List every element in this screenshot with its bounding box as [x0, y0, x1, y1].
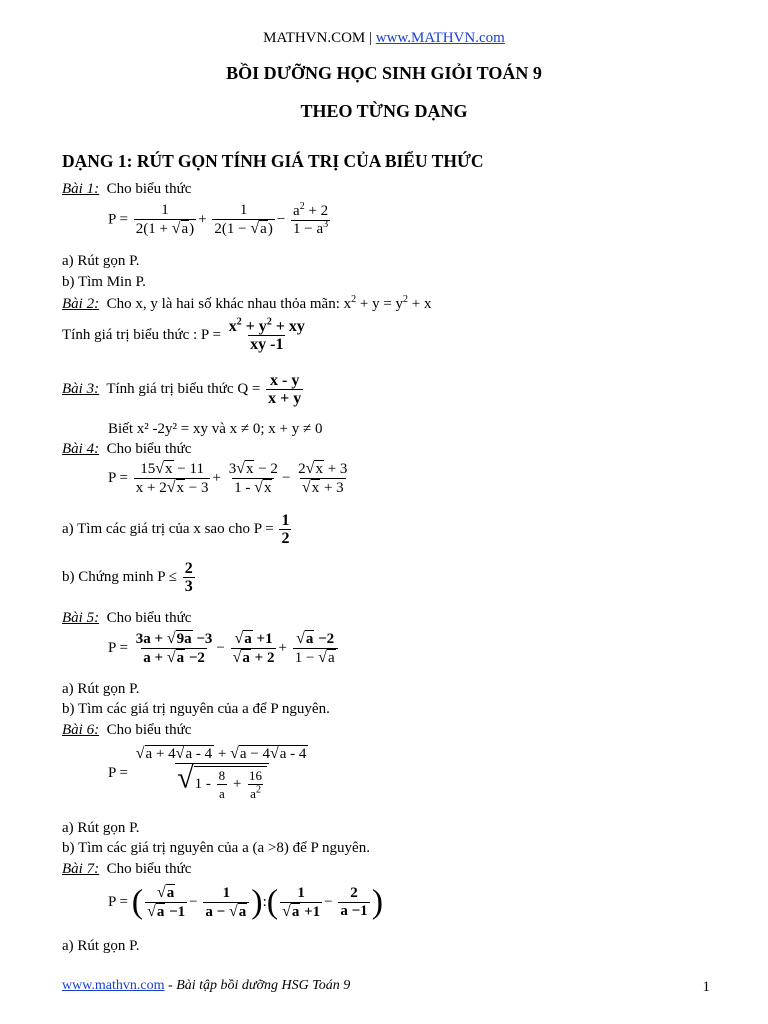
- problem-3-label: Bài 3:: [62, 380, 100, 397]
- problem-2-intro: Cho x, y là hai số khác nhau thỏa mãn:: [106, 296, 340, 312]
- problem-4-part-a-text: a) Tìm các giá trị của x sao cho P =: [62, 520, 274, 537]
- problem-4-part-b-text: b) Chứng minh P ≤: [62, 568, 177, 585]
- problem-5-part-b: b) Tìm các giá trị nguyên của a để P nguyên.: [62, 701, 330, 717]
- section-title: DẠNG 1: RÚT GỌN TÍNH GIÁ TRỊ CỦA BIỂU THỨC: [62, 151, 484, 171]
- problem-1-intro: Cho biểu thức: [106, 181, 192, 197]
- problem-7-header: [62, 860, 191, 878]
- problem-1-formula: P = $\frac{1}{2(1 + √a)}$ + $\frac{1}{2(1 - √a)}$ − $\frac{a^2 + 2}{1 - a^3}$: [108, 200, 329, 237]
- problem-4-intro: Cho biểu thức: [106, 441, 192, 457]
- problem-5-header: [62, 609, 191, 627]
- footer-text: - Bài tập bồi dưỡng HSG Toán 9: [164, 978, 351, 993]
- site-header: [0, 29, 768, 47]
- footer-link[interactable]: www.mathvn.com: [62, 978, 165, 993]
- problem-4-label: Bài 4:: [62, 441, 100, 457]
- problem-2-eval: Tính giá trị biểu thức : P = $\frac{x^2 + y^2 + xy}{xy -1}$: [62, 316, 305, 353]
- problem-2-label: Bài 2:: [62, 296, 100, 312]
- problem-6-formula: P = √a + 4√a - 4 + √a − 4√a - 4 √1 - $\frac{8}{a}$ + $\frac{16}{a^2}$: [108, 745, 307, 801]
- problem-1-part-b: b) Tìm Min P.: [62, 274, 146, 290]
- problem-1-part-a: a) Rút gọn P.: [62, 253, 140, 269]
- problem-7-intro: Cho biểu thức: [106, 861, 192, 877]
- page-number: 1: [702, 979, 710, 995]
- problem-3-condition: Biết x² -2y² = xy và x ≠ 0; x + y ≠ 0: [108, 421, 323, 437]
- doc-subtitle: THEO TỪNG DẠNG: [300, 101, 468, 121]
- problem-6-part-a: a) Rút gọn P.: [62, 820, 140, 836]
- doc-title: BỒI DƯỠNG HỌC SINH GIỎI TOÁN 9: [226, 63, 542, 83]
- problem-1-label: Bài 1:: [62, 181, 100, 197]
- problem-7-formula: P = ( $\frac{√a}{√a -1}$ − $\frac{1}{a - √a}$ ):( $\frac{1}{√a +1}$ − $\frac{2}{a -1}$ ): [108, 883, 384, 921]
- problem-6-part-b: b) Tìm các giá trị nguyên của a (a >8) để P nguyên.: [62, 840, 370, 856]
- problem-1-header: [62, 180, 191, 198]
- problem-4-formula: P = $\frac{15√x - 11}{x + 2√x - 3}$ + $\frac{3√x - 2}{1 - √x}$ − $\frac{2√x + 3}{√x + 3}$: [108, 460, 348, 496]
- problem-7-label: Bài 7:: [62, 861, 100, 877]
- problem-5-intro: Cho biểu thức: [106, 610, 192, 626]
- problem-3-intro: Tính giá trị biểu thức Q =: [106, 380, 261, 397]
- problem-4-part-a: a) Tìm các giá trị của x sao cho P = $\frac{1}{2}$: [62, 512, 290, 547]
- site-name: MATHVN.COM |: [263, 30, 376, 46]
- problem-5-part-a: a) Rút gọn P.: [62, 681, 140, 697]
- problem-6-label: Bài 6:: [62, 722, 100, 738]
- problem-4-part-b: b) Chứng minh P ≤ $\frac{2}{3}$: [62, 560, 193, 595]
- problem-2-header: Bài 2: Cho x, y là hai số khác nhau thỏa mãn: $x^2 + y = y^2 + x$: [62, 294, 432, 312]
- site-link[interactable]: www.MATHVN.com: [375, 30, 505, 46]
- problem-6-header: [62, 721, 191, 739]
- problem-2-eval-label: Tính giá trị biểu thức : P =: [62, 326, 221, 343]
- problem-5-formula: P = $\frac{3a + √9a -3}{a + √a -2}$ − $\frac{√a +1}{√a + 2}$ + $\frac{√a -2}{1 - √a}$: [108, 630, 340, 667]
- problem-5-label: Bài 5:: [62, 610, 100, 626]
- problem-4-header: [62, 440, 191, 458]
- problem-3-header: Bài 3: Tính giá trị biểu thức Q = $\frac{x - y}{x + y}$: [62, 372, 302, 407]
- footer: [62, 977, 350, 995]
- problem-7-part-a: a) Rút gọn P.: [62, 938, 140, 954]
- problem-6-intro: Cho biểu thức: [106, 722, 192, 738]
